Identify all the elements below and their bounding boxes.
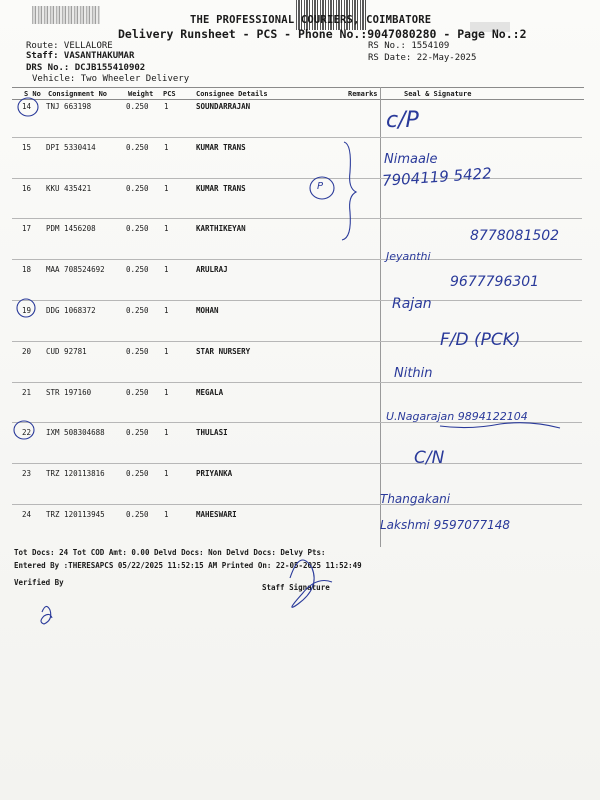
row-sno: 20 — [22, 346, 32, 356]
row-consignment-no: STR 197160 — [46, 387, 92, 397]
row-weight: 0.250 — [126, 346, 149, 356]
hw-row18-name: Jeyanthi — [386, 250, 431, 263]
row-consignment-no: TRZ 120113945 — [46, 510, 105, 519]
company-name: THE PROFESSIONAL COURIERS, COIMBATORE — [190, 14, 432, 26]
row-weight: 0.250 — [126, 387, 149, 397]
row-consignee: KARTHIKEYAN — [196, 224, 246, 234]
vehicle: Vehicle: Two Wheeler Delivery — [32, 74, 190, 84]
row-weight: 0.250 — [126, 306, 149, 315]
row-sno: 15 — [22, 142, 32, 152]
row-consignee: MAHESWARI — [196, 510, 237, 519]
row-weight: 0.250 — [126, 224, 149, 234]
row-pcs: 1 — [164, 102, 169, 111]
row-sno: 17 — [22, 224, 32, 234]
hw-row15-phone: 7904119 5422 — [381, 164, 493, 190]
row-consignee: KUMAR TRANS — [196, 142, 246, 152]
row-sno: 19 — [22, 306, 32, 315]
hw-row22: U.Nagarajan 9894122104 — [386, 410, 528, 423]
row-pcs: 1 — [164, 306, 169, 315]
row-sno: 22 — [22, 428, 32, 438]
row-consignee: SOUNDARRAJAN — [196, 102, 251, 111]
row-pcs: 1 — [164, 142, 169, 152]
row-consignee: STAR NURSERY — [196, 346, 251, 356]
route: Route: VELLALORE — [26, 41, 113, 51]
row-weight: 0.250 — [126, 102, 149, 111]
row-consignee: THULASI — [196, 428, 228, 438]
row-weight: 0.250 — [126, 183, 149, 193]
col-consignee: Consignee Details — [196, 90, 268, 98]
entered-by-line: Entered By :THERESAPCS 05/22/2025 11:52:15 AM Printed On: 22-05-2025 11:52:49 — [14, 561, 362, 570]
row-pcs: 1 — [164, 265, 169, 275]
row-sno: 18 — [22, 265, 32, 275]
document-title: Delivery Runsheet - PCS - Phone No.:9047080280 - Page No.:2 — [118, 27, 527, 41]
staff-signature-scribble — [290, 560, 332, 607]
row-sno: 23 — [22, 469, 32, 479]
hw-row16-circle: P — [317, 181, 324, 192]
rs-number: RS No.: 1554109 — [368, 41, 450, 51]
row-sno: 16 — [22, 183, 32, 193]
hw-row14: c/P — [386, 108, 419, 133]
row-weight: 0.250 — [126, 510, 149, 519]
row-pcs: 1 — [164, 510, 169, 519]
row-sno: 24 — [22, 510, 32, 519]
circle-mark-row14 — [18, 98, 38, 116]
row-consignment-no: DDG 1068372 — [46, 306, 96, 315]
staff-signature-label: Staff Signature — [262, 583, 330, 592]
row-consignment-no: CUD 92781 — [46, 346, 87, 356]
col-consignment: Consignment No — [48, 90, 108, 98]
hw-row24-signature: Lakshmi 9597077148 — [380, 518, 511, 532]
drs-number: DRS No.: DCJB155410902 — [26, 63, 146, 73]
row-consignee: KUMAR TRANS — [196, 183, 246, 193]
row-pcs: 1 — [164, 224, 169, 234]
col-remarks: Remarks — [348, 90, 378, 98]
col-weight: Weight — [128, 90, 154, 98]
staff: Staff: VASANTHAKUMAR — [26, 51, 135, 61]
verified-by-label: Verified By — [14, 578, 64, 587]
row-weight: 0.250 — [126, 142, 149, 152]
row-weight: 0.250 — [126, 469, 149, 479]
row-sno: 21 — [22, 387, 32, 397]
col-seal-signature: Seal & Signature — [404, 90, 472, 98]
hw-row20: F/D (PCK) — [440, 330, 521, 350]
row-consignment-no: TNJ 663198 — [46, 102, 92, 111]
hw-row24-name: Thangakani — [380, 492, 451, 506]
row-consignee: MOHAN — [196, 306, 219, 315]
row-pcs: 1 — [164, 346, 169, 356]
row-consignment-no: PDM 1456208 — [46, 224, 96, 234]
hw-row15-name: Nimaale — [384, 152, 438, 167]
row-consignee: ARULRAJ — [196, 265, 228, 275]
row-weight: 0.250 — [126, 428, 149, 438]
row-consignment-no: DPI 5330414 — [46, 142, 96, 152]
col-sno: S No — [24, 90, 41, 98]
row-pcs: 1 — [164, 428, 169, 438]
hw-row17-phone: 8778081502 — [470, 228, 560, 244]
row-consignee: PRIYANKA — [196, 469, 233, 479]
row-consignee: MEGALA — [196, 387, 224, 397]
col-pcs: PCS — [163, 90, 176, 98]
signature-underline — [440, 423, 560, 428]
verified-scribble — [41, 606, 52, 624]
row-pcs: 1 — [164, 183, 169, 193]
bracket-mark — [342, 142, 356, 240]
row-consignment-no: KKU 435421 — [46, 183, 92, 193]
rs-date: RS Date: 22-May-2025 — [368, 53, 477, 63]
hw-row21: Nithin — [394, 366, 433, 381]
hw-row19: Rajan — [392, 296, 432, 312]
row-weight: 0.250 — [126, 265, 149, 275]
row-consignment-no: IXM 508304688 — [46, 428, 105, 438]
row-consignment-no: TRZ 120113816 — [46, 469, 105, 479]
row-sno: 14 — [22, 102, 32, 111]
row-consignment-no: MAA 708524692 — [46, 265, 105, 275]
row-pcs: 1 — [164, 469, 169, 479]
totals-line: Tot Docs: 24 Tot COD Amt: 0.00 Delvd Docs: Non Delvd Docs: Delvy Pts: — [14, 548, 326, 557]
hw-row23: C/N — [414, 448, 445, 468]
circle-mark-row22 — [14, 421, 34, 439]
row-pcs: 1 — [164, 387, 169, 397]
circle-mark-row19 — [17, 299, 35, 317]
hw-row18-phone: 9677796301 — [450, 274, 540, 290]
